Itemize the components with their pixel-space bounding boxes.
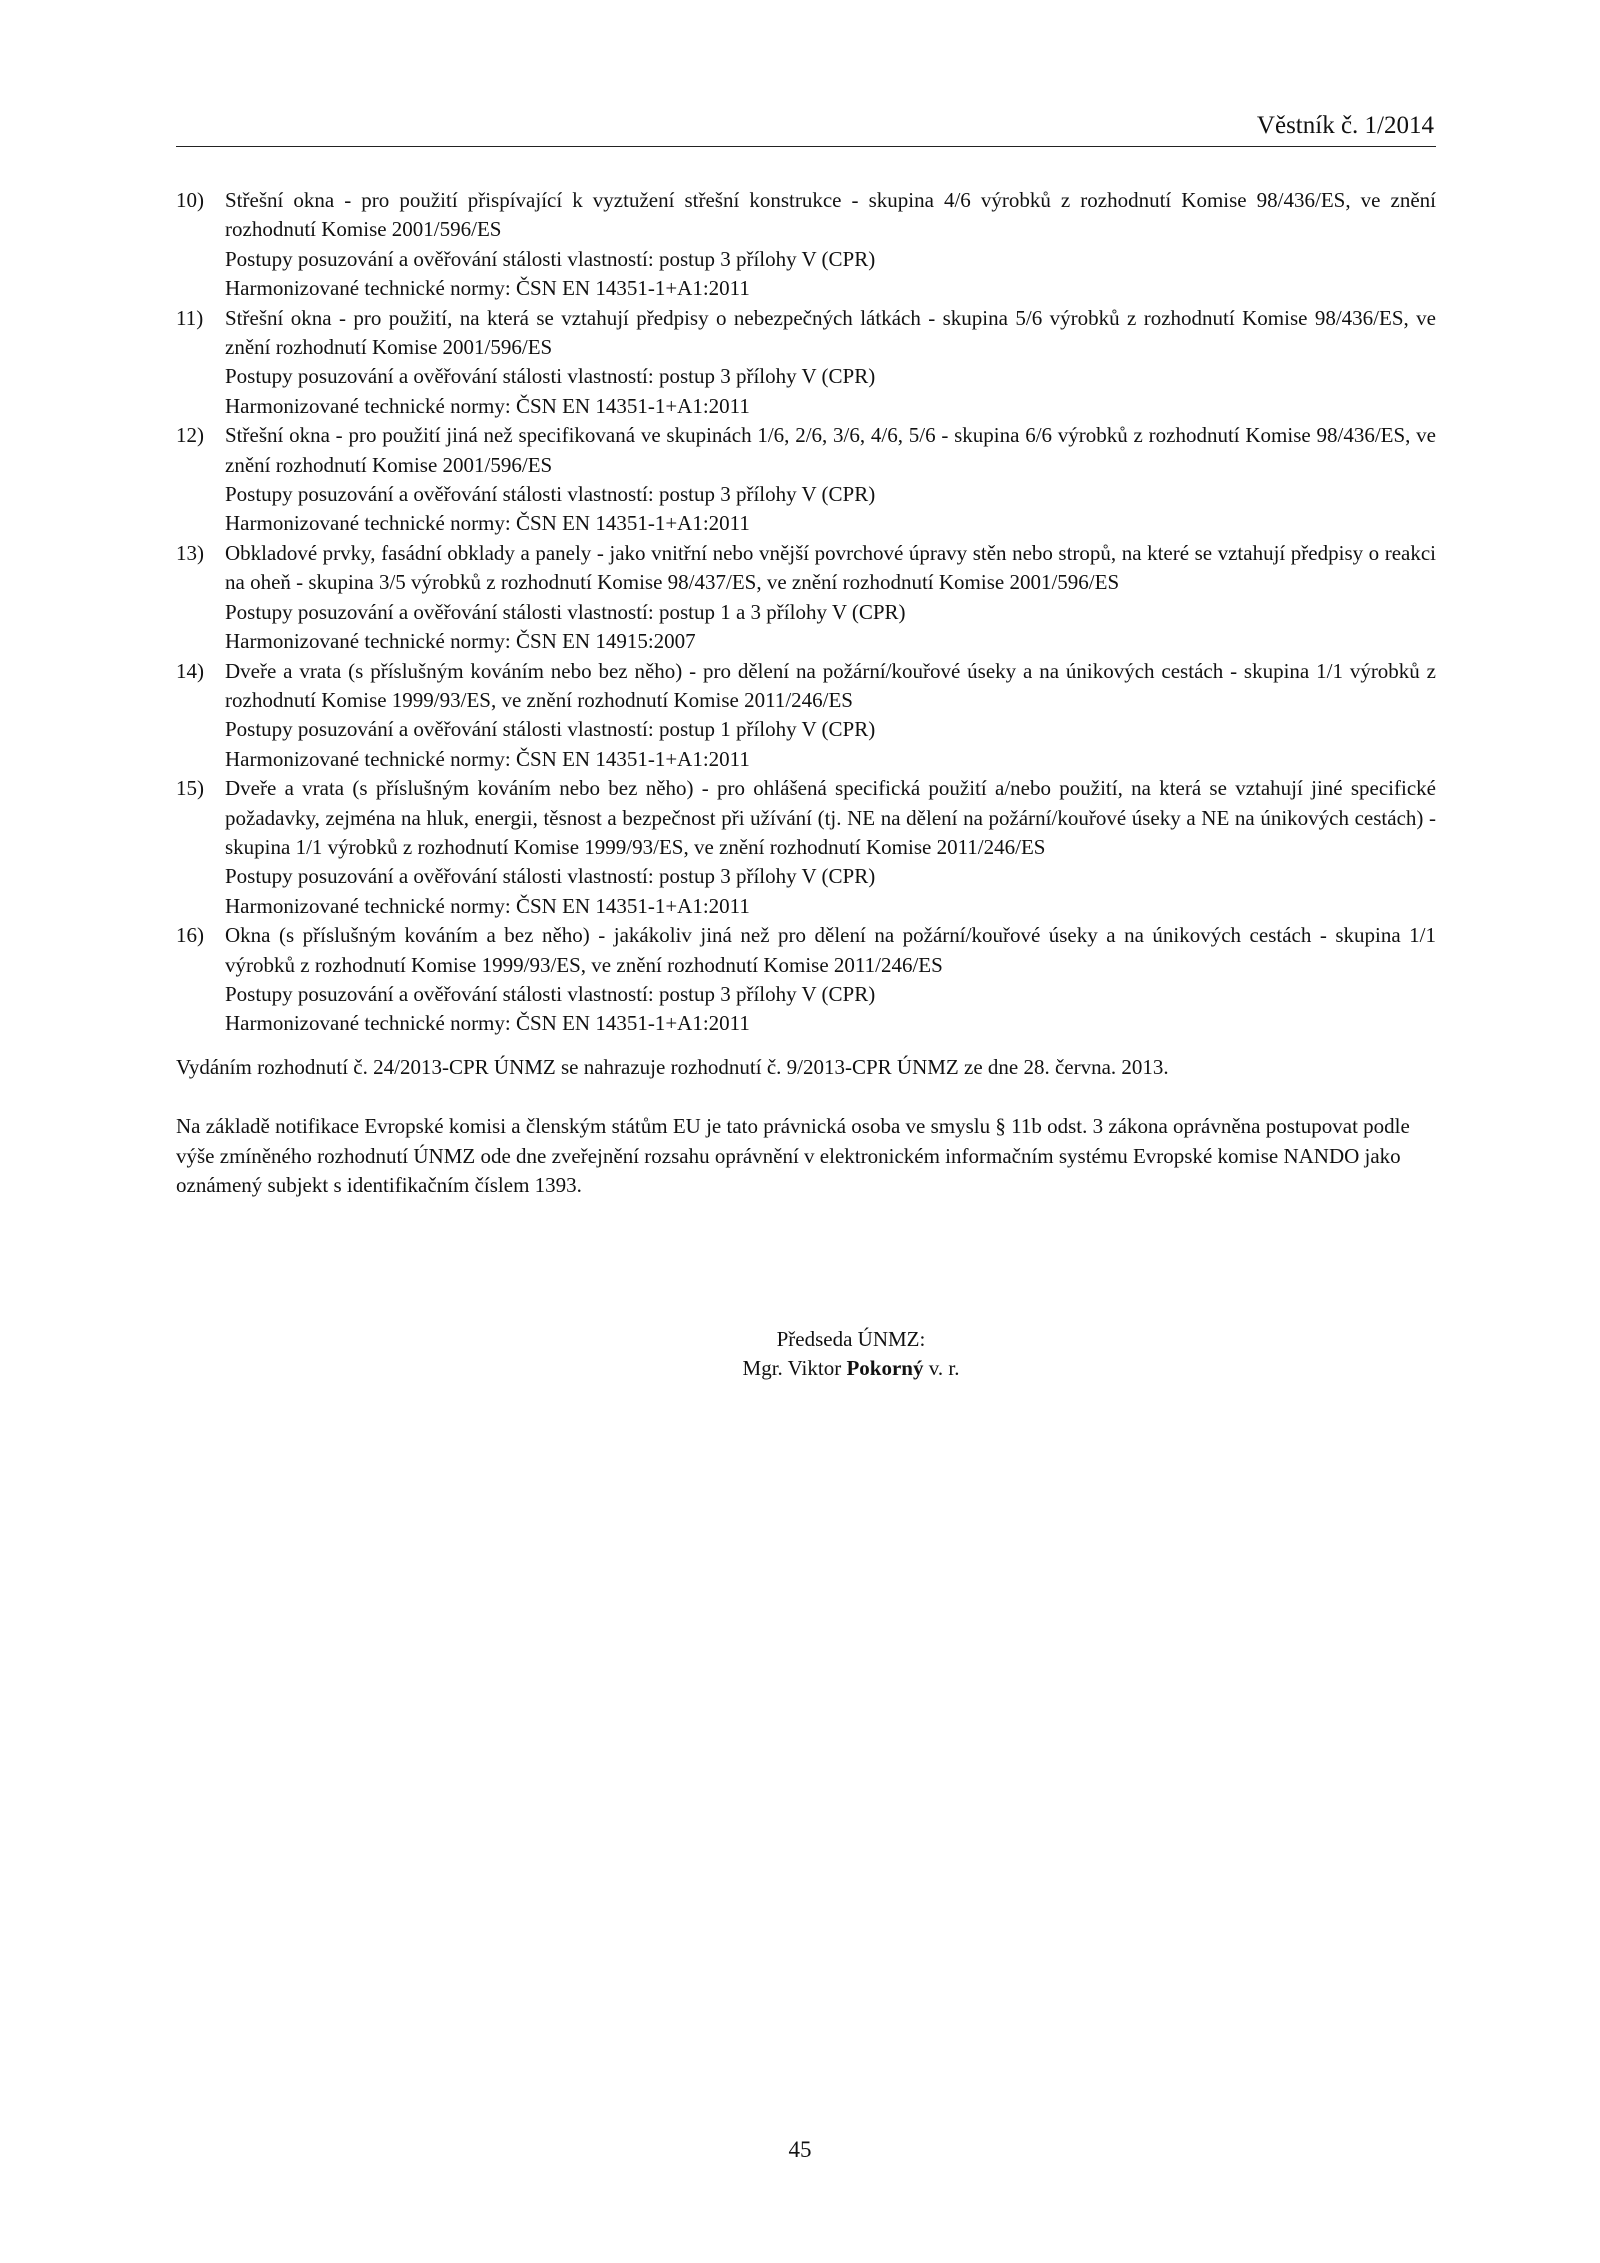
item-norms: Harmonizované technické normy: ČSN EN 14351-1+A1:2011: [225, 893, 750, 918]
item-description: Střešní okna - pro použití přispívající k vyztužení střešní konstrukce - skupina 4/6 výrobků z rozhodnutí Komise 98/436/ES, ve znění rozhodnutí Komise 2001/596/ES: [225, 188, 1436, 242]
item-body: [225, 186, 1436, 304]
item-norms: Harmonizované technické normy: ČSN EN 14351-1+A1:2011: [225, 511, 750, 536]
list-item: [176, 774, 1436, 921]
item-procedures: Postupy posuzování a ověřování stálosti vlastností: postup 3 přílohy V (CPR): [225, 981, 876, 1006]
item-description: Dveře a vrata (s příslušným kováním nebo bez něho) - pro dělení na požární/kouřové úseky a na únikových cestách - skupina 1/1 výrobků z rozhodnutí Komise 1999/93/ES, ve znění rozhodnutí Komise 2011/246/ES: [225, 658, 1436, 712]
item-number: 16): [176, 923, 204, 948]
item-procedures: Postupy posuzování a ověřování stálosti vlastností: postup 3 přílohy V (CPR): [225, 864, 876, 889]
item-norms: Harmonizované technické normy: ČSN EN 14351-1+A1:2011: [225, 276, 750, 301]
item-body: [225, 657, 1436, 775]
signature-name: [266, 1354, 1436, 1383]
item-body: [225, 921, 1436, 1039]
signature-name-prefix: Mgr. Viktor: [742, 1356, 847, 1381]
item-description: Střešní okna - pro použití, na která se vztahují předpisy o nebezpečných látkách - skupina 5/6 výrobků z rozhodnutí Komise 98/436/ES, ve znění rozhodnutí Komise 2001/596/ES: [225, 305, 1436, 360]
list-item: [176, 921, 1436, 1039]
replacement-paragraph: Vydáním rozhodnutí č. 24/2013-CPR ÚNMZ se nahrazuje rozhodnutí č. 9/2013-CPR ÚNMZ ze dne 28. června. 2013.: [176, 1054, 1169, 1079]
item-norms: Harmonizované technické normy: ČSN EN 14351-1+A1:2011: [225, 393, 750, 418]
notification-paragraph: Na základě notifikace Evropské komisi a členským státům EU je tato právnická osoba ve smyslu § 11b odst. 3 zákona oprávněna postupovat podle výše zmíněného rozhodnutí ÚNMZ ode dne zveřejnění rozsahu oprávnění v elektronickém informačním systému Evropské komise NANDO jako oznámený subjekt s identifikačním číslem 1393.: [176, 1114, 1410, 1197]
item-number: 11): [176, 305, 204, 330]
item-body: [225, 421, 1436, 539]
document-content: [176, 186, 1436, 1200]
signature-block: [176, 1325, 1436, 1384]
item-description: Okna (s příslušným kováním a bez něho) - jakákoliv jiná než pro dělení na požární/kouřové úseky a na únikových cestách - skupina 1/1 výrobků z rozhodnutí Komise 1999/93/ES, ve znění rozhodnutí Komise 2011/246/ES: [225, 923, 1436, 977]
signature-surname: Pokorný: [846, 1356, 924, 1381]
page-number: 45: [788, 2137, 812, 2162]
item-norms: Harmonizované technické normy: ČSN EN 14351-1+A1:2011: [225, 1011, 750, 1036]
journal-title: Věstník č. 1/2014: [1256, 112, 1434, 139]
item-body: [225, 539, 1436, 657]
list-item: [176, 186, 1436, 304]
signature-role: Předseda ÚNMZ:: [776, 1327, 926, 1351]
item-procedures: Postupy posuzování a ověřování stálosti vlastností: postup 1 přílohy V (CPR): [225, 717, 876, 742]
item-number: 13): [176, 540, 204, 565]
item-number: 12): [176, 423, 204, 448]
item-procedures: Postupy posuzování a ověřování stálosti vlastností: postup 3 přílohy V (CPR): [225, 246, 876, 271]
item-norms: Harmonizované technické normy: ČSN EN 14351-1+A1:2011: [225, 746, 750, 771]
item-procedures: Postupy posuzování a ověřování stálosti vlastností: postup 1 a 3 přílohy V (CPR): [225, 599, 906, 624]
item-number: 15): [176, 776, 204, 801]
product-item-list: [176, 186, 1436, 1039]
item-norms: Harmonizované technické normy: ČSN EN 14915:2007: [225, 629, 696, 654]
item-description: Dveře a vrata (s příslušným kováním nebo bez něho) - pro ohlášená specifická použití a/nebo použití, na která se vztahují jiné specifické požadavky, zejména na hluk, energii, těsnost a bezpečnost při užívání (tj. NE na dělení na požární/kouřové úseky a NE na únikových cestách) - skupina 1/1 výrobků z rozhodnutí Komise 1999/93/ES, ve znění rozhodnutí Komise 2011/246/ES: [225, 776, 1436, 859]
item-number: 14): [176, 658, 204, 683]
page-header: [176, 110, 1436, 147]
list-item: [176, 304, 1436, 422]
signature-name-suffix: v. r.: [923, 1356, 960, 1381]
list-item: [176, 421, 1436, 539]
item-body: [225, 304, 1436, 422]
item-procedures: Postupy posuzování a ověřování stálosti vlastností: postup 3 přílohy V (CPR): [225, 482, 876, 507]
item-body: [225, 774, 1436, 921]
list-item: [176, 539, 1436, 657]
item-procedures: Postupy posuzování a ověřování stálosti vlastností: postup 3 přílohy V (CPR): [225, 364, 876, 389]
item-description: Obkladové prvky, fasádní obklady a panely - jako vnitřní nebo vnější povrchové úpravy stěn nebo stropů, na které se vztahují předpisy o reakci na oheň - skupina 3/5 výrobků z rozhodnutí Komise 98/437/ES, ve znění rozhodnutí Komise 2001/596/ES: [225, 540, 1436, 595]
item-description: Střešní okna - pro použití jiná než specifikovaná ve skupinách 1/6, 2/6, 3/6, 4/6, 5/6 - skupina 6/6 výrobků z rozhodnutí Komise 98/436/ES, ve znění rozhodnutí Komise 2001/596/ES: [225, 423, 1436, 477]
list-item: [176, 657, 1436, 775]
item-number: 10): [176, 188, 204, 212]
